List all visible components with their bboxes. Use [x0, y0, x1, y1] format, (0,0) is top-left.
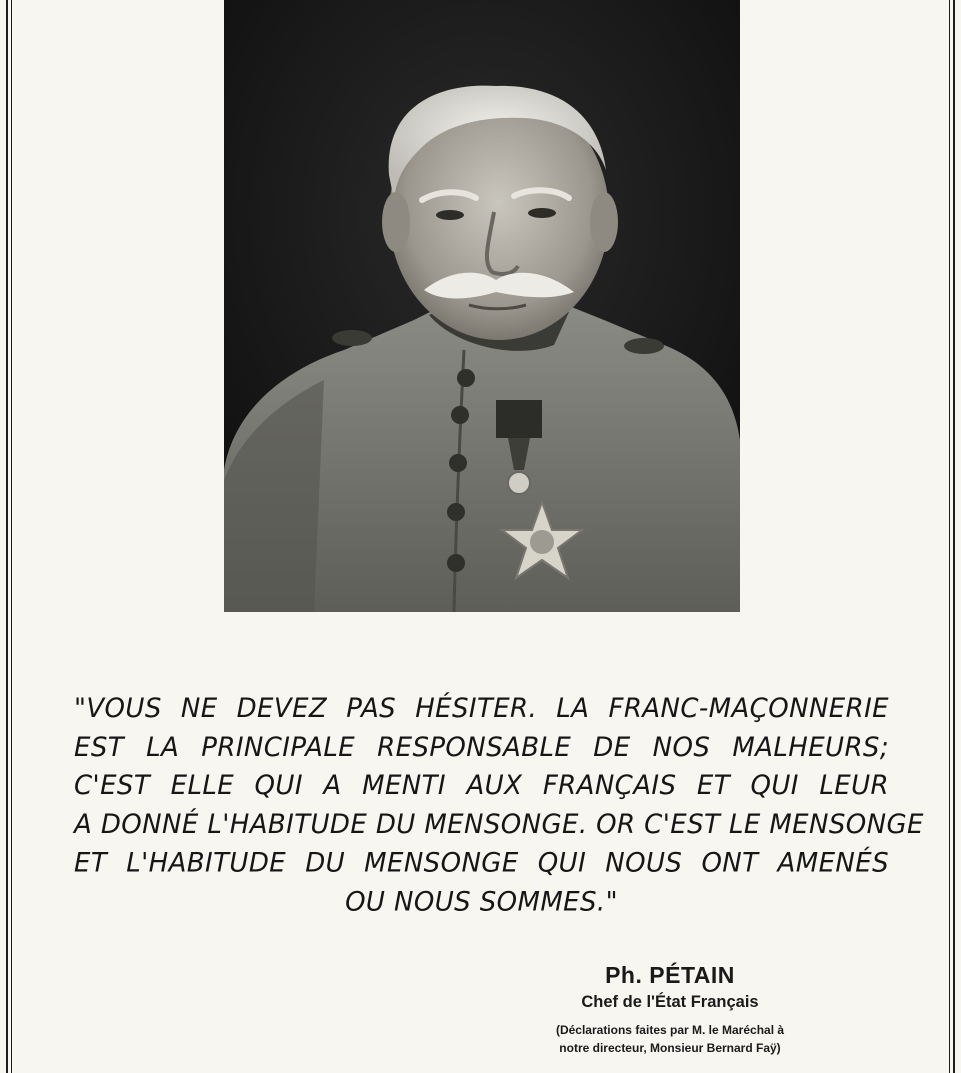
portrait-photograph [224, 0, 740, 612]
author-name: Ph. PÉTAIN [605, 962, 735, 988]
frame-border-left-outer [6, 0, 8, 1073]
source-note-line: (Déclarations faites par M. le Maréchal à [555, 1023, 785, 1037]
author-title: Chef de l'État Français [581, 993, 759, 1011]
source-note-line: notre directeur, Monsieur Bernard Faÿ) [559, 1041, 781, 1055]
signature-block [500, 960, 840, 1057]
quote-line: "VOUS NE DEVEZ PAS HÉSITER. LA FRANC-MAÇONNERIE [74, 693, 889, 724]
quote-line: C'EST ELLE QUI A MENTI AUX FRANÇAIS ET QUI LEUR [74, 770, 889, 802]
quote-line: A DONNÉ L'HABITUDE DU MENSONGE. OR C'EST LE MENSONGE [74, 808, 924, 840]
quotation-text [74, 690, 924, 922]
frame-border-left-inner [11, 0, 12, 1073]
source-note [500, 1021, 840, 1057]
quote-line: OU NOUS SOMMES." [345, 886, 618, 918]
frame-border-right-inner [949, 0, 950, 1073]
quote-line: EST LA PRINCIPALE RESPONSABLE DE NOS MALHEURS; [74, 731, 889, 763]
frame-border-right-outer [953, 0, 955, 1073]
quote-line: ET L'HABITUDE DU MENSONGE QUI NOUS ONT AMENÉS [74, 847, 889, 879]
